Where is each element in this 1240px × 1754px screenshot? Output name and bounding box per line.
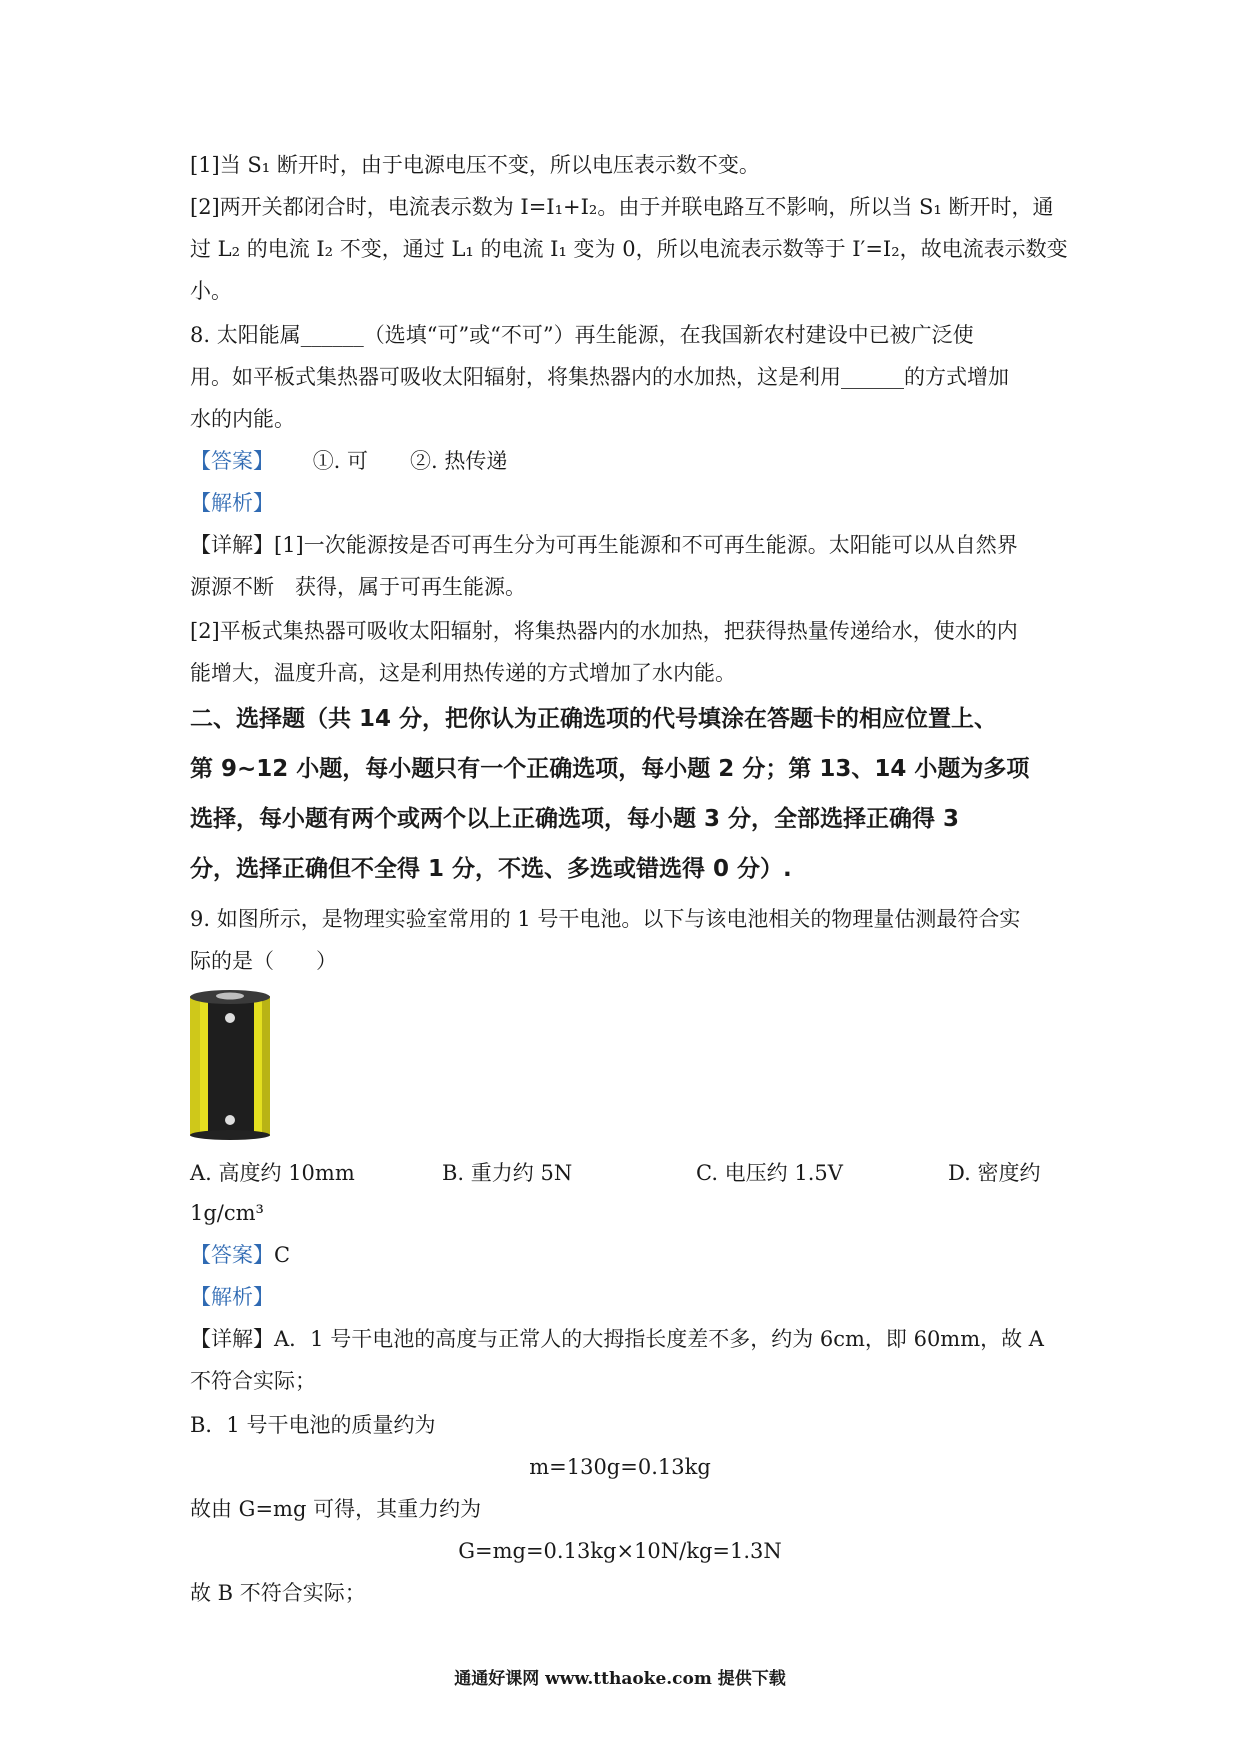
q8-detail-line: 源源不断 获得，属于可再生能源。 [190, 575, 526, 599]
question-8-stem: 水的内能。 [190, 407, 295, 431]
analysis-tag: 【解析】 [190, 1285, 274, 1309]
answer-tag: 【答案】 [190, 1243, 274, 1267]
section-heading: 二、选择题（共 14 分，把你认为正确选项的代号填涂在答题卡的相应位置上、 [190, 706, 998, 732]
plus-terminal-icon [225, 1013, 235, 1023]
q8-detail-line: [2]平板式集热器可吸收太阳辐射，将集热器内的水加热，把获得热量传递给水，使水的内 [190, 619, 1018, 643]
minus-terminal-icon [225, 1115, 235, 1125]
option-d-continued: 1g/cm³ [190, 1201, 264, 1225]
q8-answer-line [190, 446, 507, 476]
q8-detail-line: 能增大，温度升高，这是利用热传递的方式增加了水内能。 [190, 661, 736, 685]
question-9-stem: 9. 如图所示，是物理实验室常用的 1 号干电池。以下与该电池相关的物理量估测最符合实 [190, 907, 1021, 931]
detail-tag: 【详解】 [190, 1327, 274, 1351]
q9-detail-line: 故由 G=mg 可得，其重力约为 [190, 1497, 482, 1521]
question-8-stem: 用。如平板式集热器可吸收太阳辐射，将集热器内的水加热，这是利用______的方式增加 [190, 365, 1009, 389]
detail-text: [1]一次能源按是否可再生分为可再生能源和不可再生能源。太阳能可以从自然界 [274, 533, 1018, 557]
analysis-tag: 【解析】 [190, 491, 274, 515]
q9-detail-line [190, 1324, 1044, 1354]
section-heading: 第 9~12 小题，每小题只有一个正确选项，每小题 2 分；第 13、14 小题为多项 [190, 756, 1030, 782]
answer-text: ①. 可 ②. 热传递 [312, 449, 508, 473]
formula: G=mg=0.13kg×10N/kg=1.3N [458, 1539, 782, 1563]
option-d: D. 密度约 [948, 1161, 1041, 1185]
formula: m=130g=0.13kg [529, 1455, 711, 1479]
text-line: 小。 [190, 279, 232, 303]
option-a: A. 高度约 10mm [190, 1161, 355, 1185]
section-heading: 选择，每小题有两个或两个以上正确选项，每小题 3 分，全部选择正确得 3 [190, 806, 960, 832]
q9-detail-line: 不符合实际； [190, 1369, 316, 1393]
page-footer: 通通好课网 www.tthaoke.com 提供下载 [454, 1669, 786, 1689]
q9-answer-line [190, 1240, 290, 1270]
option-b: B. 重力约 5N [442, 1161, 573, 1185]
section-heading: 分，选择正确但不全得 1 分，不选、多选或错选得 0 分）. [190, 856, 792, 882]
answer-tag: 【答案】 [190, 449, 274, 473]
detail-tag: 【详解】 [190, 533, 274, 557]
q8-detail-line [190, 530, 1018, 560]
question-8-stem: 8. 太阳能属______（选填“可”或“不可”）再生能源，在我国新农村建设中已被广泛使 [190, 323, 974, 347]
question-9-stem: 际的是（ ） [190, 949, 337, 973]
q9-detail-line: 故 B 不符合实际； [190, 1581, 366, 1605]
detail-text: A．1 号干电池的高度与正常人的大拇指长度差不多，约为 6cm，即 60mm，故 A [274, 1327, 1044, 1351]
answer-text: C [274, 1243, 291, 1267]
battery-image [184, 988, 276, 1140]
text-line: 过 L₂ 的电流 I₂ 不变，通过 L₁ 的电流 I₁ 变为 0，所以电流表示数等于 I′=I₂，故电流表示数变 [190, 237, 1068, 261]
text-line: [1]当 S₁ 断开时，由于电源电压不变，所以电压表示数不变。 [190, 153, 760, 177]
option-c: C. 电压约 1.5V [696, 1161, 843, 1185]
text-line: [2]两开关都闭合时，电流表示数为 I=I₁+I₂。由于并联电路互不影响，所以当 S₁ 断开时，通 [190, 195, 1054, 219]
q9-detail-line: B．1 号干电池的质量约为 [190, 1413, 436, 1437]
